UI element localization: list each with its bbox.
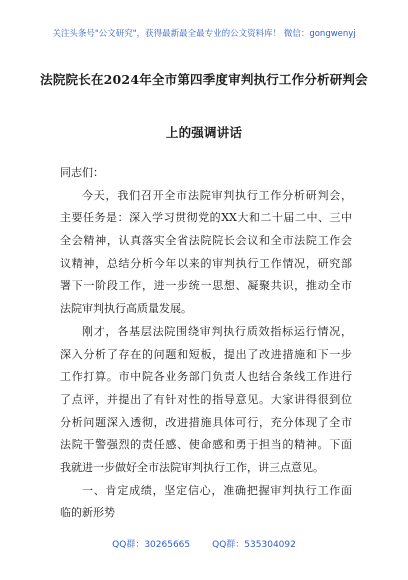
paragraph-line: 法院审判执行高质量发展。 bbox=[60, 302, 192, 316]
paragraph-line: 议精神，总结分析今年以来的审判执行工作情况，研究部 bbox=[60, 256, 352, 270]
paragraph-line: 刚才，各基层法院围绕审判执行质效指标运行情况， bbox=[82, 324, 352, 338]
footer-qq-group-2: QQ群：535304092 bbox=[212, 540, 296, 550]
paragraph-line: 深入分析了存在的问题和短板，提出了改进措施和下一步 bbox=[60, 347, 352, 361]
paragraph-line: 主要任务是：深入学习贯彻党的XX大和二十届二中、三中 bbox=[60, 211, 352, 225]
paragraph-line: 我就进一步做好全市法院审判执行工作，讲三点意见。 bbox=[60, 460, 324, 474]
paragraph-line: 分析问题深入透彻，改进措施具体可行，充分体现了全市 bbox=[60, 415, 352, 429]
salutation: 同志们： bbox=[60, 166, 104, 179]
footer-qq-group-1: QQ群：30265665 bbox=[112, 540, 191, 550]
paragraph-line: 了点评，并提出了有针对性的指导意见。大家讲得很到位 bbox=[60, 392, 352, 406]
paragraph-line: 署下一阶段工作，进一步统一思想、凝聚共识，推动全市 bbox=[60, 279, 352, 293]
paragraph-line: 全会精神，认真落实全省法院院长会议和全市法院工作会 bbox=[60, 234, 352, 248]
section-heading-line: 一、肯定成绩，坚定信心，准确把握审判执行工作面 bbox=[82, 483, 352, 497]
section-heading-line: 临的新形势 bbox=[60, 506, 115, 520]
footer-qq-groups bbox=[0, 537, 408, 550]
header-promo-note: 关注头条号"公文研究"，获得最新最全最专业的公文资料库！ 微信：gongwenyj bbox=[52, 29, 356, 39]
document-title-line-2: 上的强调讲话 bbox=[165, 125, 243, 140]
document-title-line-1: 法院院长在2024年全市第四季度审判执行工作分析研判会 bbox=[40, 72, 368, 87]
paragraph-line: 今天，我们召开全市法院审判执行工作分析研判会， bbox=[82, 188, 352, 202]
paragraph-line: 工作打算。市中院各业务部门负责人也结合条线工作进行 bbox=[60, 370, 352, 384]
paragraph-line: 法院干警强烈的责任感、使命感和勇于担当的精神。下面 bbox=[60, 438, 352, 452]
document-body bbox=[60, 162, 352, 525]
